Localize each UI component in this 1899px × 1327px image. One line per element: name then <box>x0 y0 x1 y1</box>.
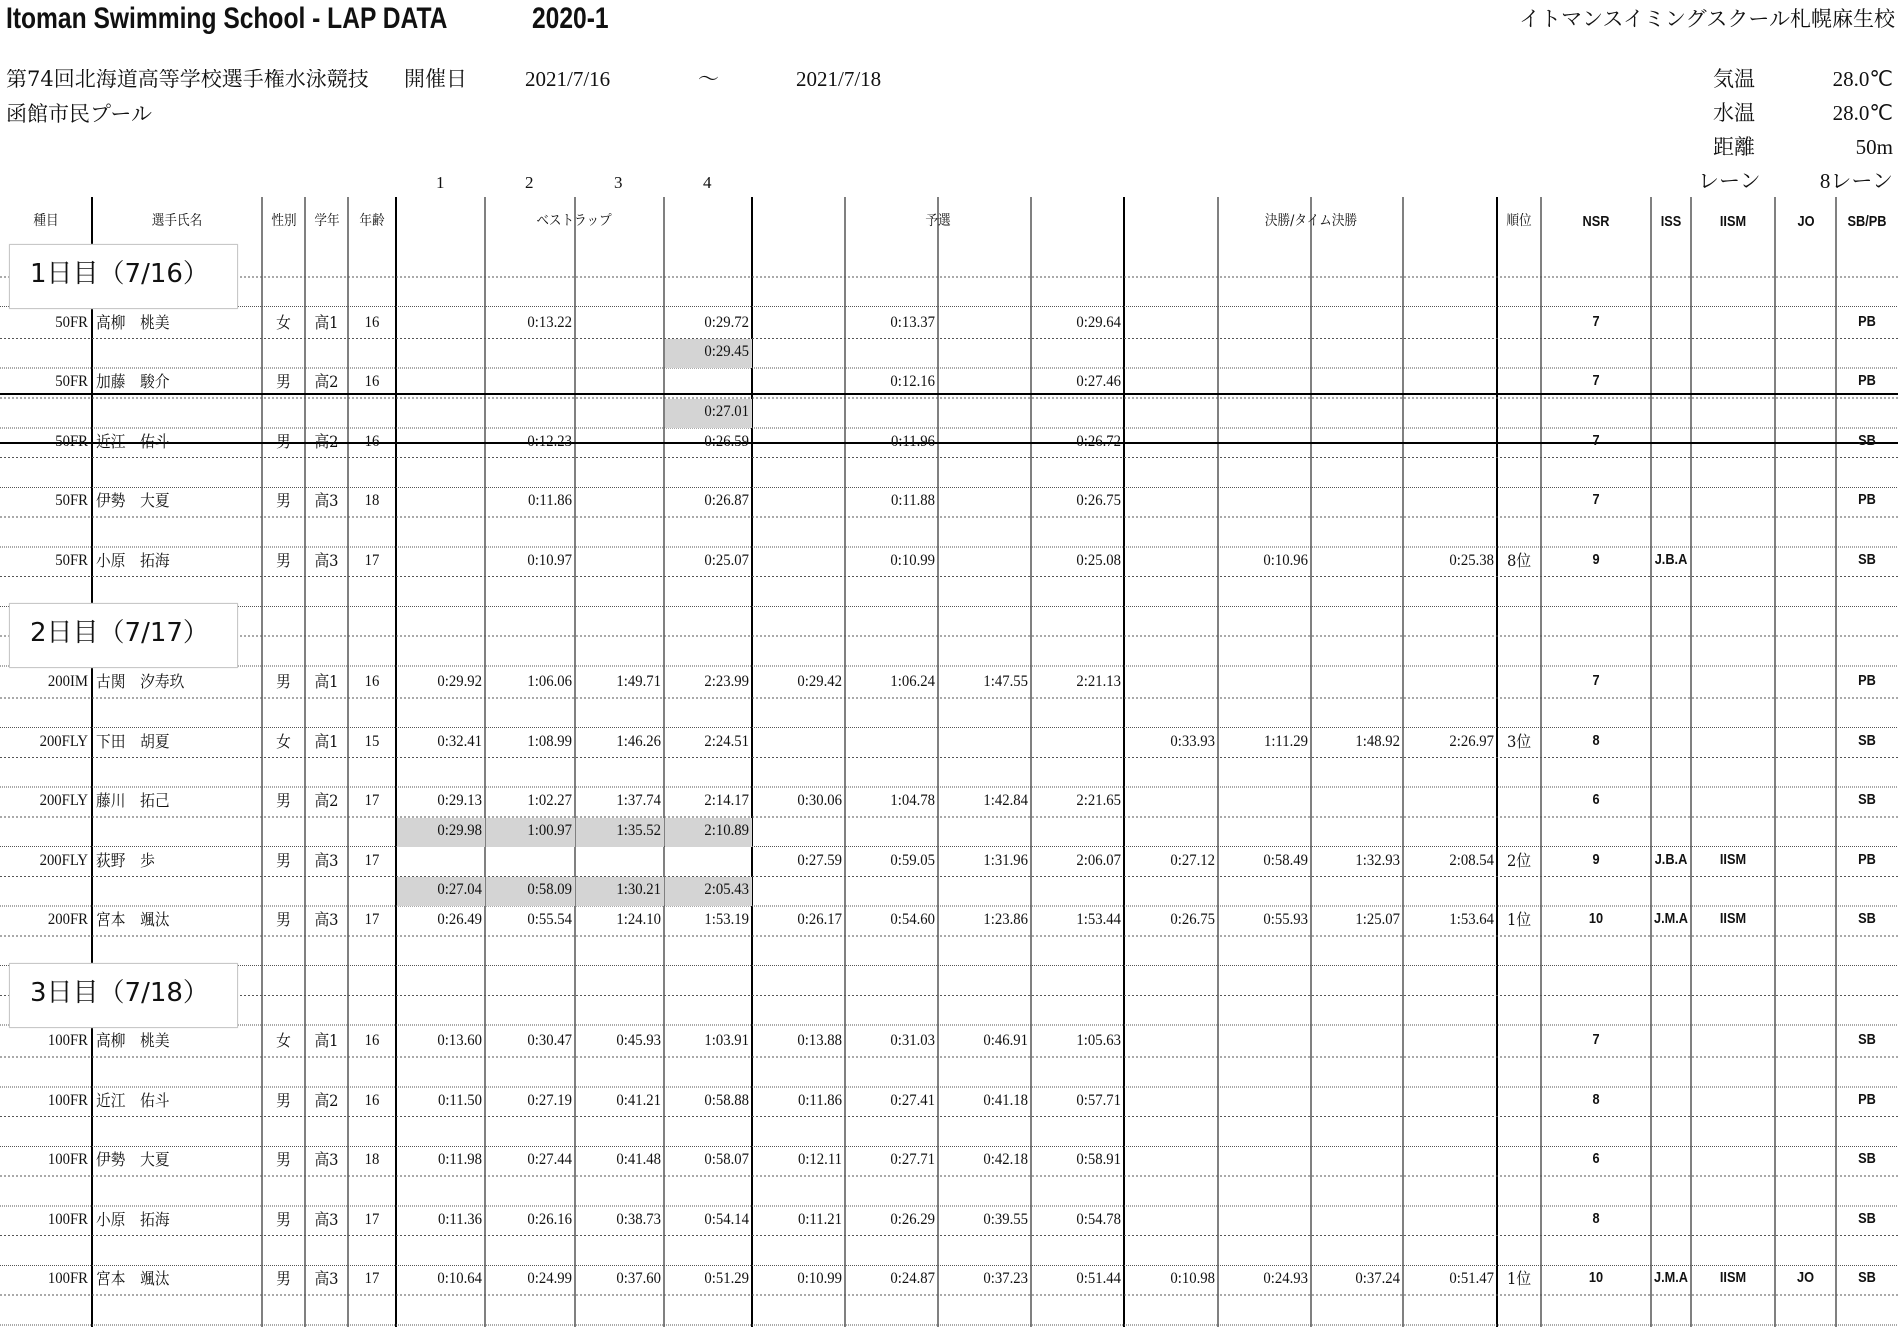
sbpb-cell: SB <box>1858 1150 1876 1168</box>
nsr-cell: 10 <box>1588 910 1604 928</box>
age-cell: 17 <box>364 551 380 569</box>
grade-cell: 高3 <box>314 1209 339 1229</box>
best-lap-time: 0:29.13 <box>437 792 482 810</box>
prelim-time: 1:42.84 <box>983 792 1028 810</box>
prelim-time: 0:42.18 <box>983 1151 1028 1169</box>
final-time: 0:27.12 <box>1170 851 1215 869</box>
best-lap-time: 1:37.74 <box>616 792 661 810</box>
athlete-name: 荻野 歩 <box>96 850 155 870</box>
col-header-prelim: 予選 <box>925 213 951 229</box>
event-cell: 100FR <box>47 1032 88 1050</box>
best-lap-time-alt: 1:30.21 <box>616 881 661 899</box>
event-cell: 50FR <box>55 432 88 450</box>
nsr-cell: 6 <box>1592 791 1600 809</box>
prelim-time: 0:11.88 <box>890 492 935 510</box>
prelim-time: 0:27.71 <box>890 1151 935 1169</box>
iss-cell: J.B.A <box>1654 550 1688 568</box>
condition-label: レーン <box>1698 169 1761 193</box>
age-cell: 16 <box>364 432 380 450</box>
athlete-name: 古関 汐寿玖 <box>96 672 185 692</box>
event-cell: 50FR <box>55 313 88 331</box>
col-header-age: 年齢 <box>359 213 385 229</box>
final-time: 2:08.54 <box>1449 851 1494 869</box>
best-lap-time-alt: 2:10.89 <box>704 821 749 839</box>
best-lap-time: 0:11.50 <box>437 1091 482 1109</box>
best-lap-time: 0:11.86 <box>527 492 572 510</box>
rank-cell: 2位 <box>1506 850 1532 870</box>
best-lap-time: 1:24.10 <box>616 911 661 929</box>
event-cell: 200IM <box>47 673 88 691</box>
sex-cell: 男 <box>276 1150 291 1170</box>
day-label-box <box>9 963 238 1028</box>
sbpb-cell: SB <box>1858 910 1876 928</box>
sex-cell: 男 <box>276 672 291 692</box>
grade-cell: 高1 <box>314 1031 339 1051</box>
sex-cell: 男 <box>276 1269 291 1289</box>
nsr-cell: 7 <box>1592 672 1600 690</box>
prelim-time: 0:54.60 <box>890 911 935 929</box>
final-time: 2:26.97 <box>1449 732 1494 750</box>
nsr-cell: 8 <box>1592 731 1600 749</box>
sbpb-cell: SB <box>1858 731 1876 749</box>
report-period: 2020-1 <box>532 2 609 35</box>
best-lap-time: 0:37.60 <box>616 1270 661 1288</box>
best-lap-time-alt: 0:27.01 <box>704 403 749 420</box>
prelim-time: 1:23.86 <box>983 911 1028 929</box>
athlete-name: 伊勢 大夏 <box>96 1150 170 1170</box>
col-header-event: 種目 <box>33 213 59 229</box>
col-header-iism: IISM <box>1719 213 1747 230</box>
best-lap-time: 0:58.88 <box>704 1091 749 1109</box>
col-header-name: 選手氏名 <box>151 213 203 229</box>
athlete-name: 小原 拓海 <box>96 550 170 570</box>
best-lap-time-alt: 0:29.45 <box>704 343 749 361</box>
report-header <box>0 0 1899 195</box>
report-title: Itoman Swimming School - LAP DATA <box>6 2 448 35</box>
event-cell: 100FR <box>47 1210 88 1228</box>
prelim-time: 1:47.55 <box>983 673 1028 691</box>
rank-cell: 1位 <box>1506 1269 1532 1289</box>
col-header-nsr: NSR <box>1582 213 1610 230</box>
prelim-time: 0:41.18 <box>983 1091 1028 1109</box>
best-lap-time: 0:11.98 <box>437 1151 482 1169</box>
nsr-cell: 8 <box>1592 1090 1600 1108</box>
grade-cell: 高1 <box>314 731 339 751</box>
prelim-time: 0:27.46 <box>1076 373 1121 391</box>
date-end: 2021/7/18 <box>796 67 882 91</box>
sex-cell: 女 <box>276 1031 291 1051</box>
day-label: 3日目（7/18） <box>30 977 209 1008</box>
final-time: 1:48.92 <box>1355 732 1400 750</box>
prelim-time: 0:12.11 <box>797 1151 842 1169</box>
prelim-time: 2:21.13 <box>1076 673 1121 691</box>
rank-cell: 3位 <box>1506 731 1532 751</box>
iism-cell: IISM <box>1719 1269 1747 1287</box>
best-lap-time: 0:29.92 <box>437 673 482 691</box>
sex-cell: 男 <box>276 372 291 392</box>
athlete-name: 近江 佑斗 <box>96 431 170 451</box>
sbpb-cell: SB <box>1858 1031 1876 1049</box>
best-lap-time: 0:38.73 <box>616 1210 661 1228</box>
prelim-time: 0:13.37 <box>890 313 935 331</box>
best-lap-time: 1:02.27 <box>527 792 572 810</box>
condition-value: 50m <box>1855 135 1893 159</box>
sbpb-cell: SB <box>1858 791 1876 809</box>
age-cell: 15 <box>364 732 380 750</box>
age-cell: 18 <box>364 492 380 510</box>
athlete-name: 高柳 桃美 <box>96 312 170 332</box>
prelim-time: 0:27.41 <box>890 1091 935 1109</box>
final-time: 0:33.93 <box>1170 732 1215 750</box>
condition-label: 水温 <box>1713 101 1755 125</box>
best-lap-time: 0:25.07 <box>704 551 749 569</box>
final-time: 0:24.93 <box>1263 1270 1308 1288</box>
best-lap-time: 2:24.51 <box>704 732 749 750</box>
col-header-rank: 順位 <box>1506 213 1532 229</box>
athlete-name: 近江 佑斗 <box>96 1090 170 1110</box>
iss-cell: J.M.A <box>1654 1269 1689 1287</box>
event-cell: 100FR <box>47 1151 88 1169</box>
final-time: 0:25.38 <box>1449 551 1494 569</box>
best-lap-time: 0:10.97 <box>527 551 572 569</box>
sbpb-cell: SB <box>1858 431 1876 449</box>
sbpb-cell: PB <box>1858 312 1876 330</box>
grade-cell: 高2 <box>314 791 339 811</box>
date-label: 開催日 <box>404 67 467 91</box>
sbpb-cell: SB <box>1858 1269 1876 1287</box>
prelim-time: 0:31.03 <box>890 1032 935 1050</box>
sbpb-cell: PB <box>1858 491 1876 509</box>
grade-cell: 高3 <box>314 850 339 870</box>
prelim-time: 0:58.91 <box>1076 1151 1121 1169</box>
best-lap-time: 0:58.07 <box>704 1151 749 1169</box>
sex-cell: 男 <box>276 791 291 811</box>
final-time: 1:32.93 <box>1355 851 1400 869</box>
best-lap-time: 0:10.64 <box>437 1270 482 1288</box>
grade-cell: 高3 <box>314 1269 339 1289</box>
best-lap-time: 0:26.49 <box>437 911 482 929</box>
best-lap-time: 0:41.21 <box>616 1091 661 1109</box>
event-cell: 200FR <box>47 911 88 929</box>
age-cell: 16 <box>364 673 380 691</box>
grade-cell: 高2 <box>314 372 339 392</box>
col-header-sbpb: SB/PB <box>1847 213 1887 230</box>
sex-cell: 女 <box>276 312 291 332</box>
sbpb-cell: SB <box>1858 1209 1876 1227</box>
best-lap-time-alt: 0:27.04 <box>437 881 482 899</box>
athlete-name: 伊勢 大夏 <box>96 491 170 511</box>
sex-cell: 男 <box>276 431 291 451</box>
jo-cell: JO <box>1796 1269 1814 1287</box>
venue: 函館市民プール <box>6 102 152 126</box>
sbpb-cell: SB <box>1858 550 1876 568</box>
prelim-time: 0:11.86 <box>797 1091 842 1109</box>
prelim-time: 0:26.17 <box>797 911 842 929</box>
best-lap-time: 1:53.19 <box>704 911 749 929</box>
final-time: 0:26.75 <box>1170 911 1215 929</box>
best-lap-time: 0:51.29 <box>704 1270 749 1288</box>
best-lap-time: 1:46.26 <box>616 732 661 750</box>
best-lap-time: 0:24.99 <box>527 1270 572 1288</box>
condition-value: 28.0℃ <box>1832 101 1893 125</box>
final-time: 0:58.49 <box>1263 851 1308 869</box>
event-cell: 200FLY <box>39 792 88 810</box>
col-header-final: 決勝/タイム決勝 <box>1264 213 1357 229</box>
condition-value: 28.0℃ <box>1832 67 1893 91</box>
best-lap-time: 1:49.71 <box>616 673 661 691</box>
day-label: 1日目（7/16） <box>30 259 209 289</box>
nsr-cell: 10 <box>1588 1269 1604 1287</box>
best-lap-time: 0:12.23 <box>527 432 572 450</box>
prelim-time: 0:25.08 <box>1076 551 1121 569</box>
prelim-time: 0:39.55 <box>983 1210 1028 1228</box>
iss-cell: J.B.A <box>1654 850 1688 868</box>
condition-label: 距離 <box>1713 135 1755 159</box>
prelim-time: 1:53.44 <box>1076 911 1121 929</box>
sex-cell: 男 <box>276 491 291 511</box>
age-cell: 17 <box>364 1270 380 1288</box>
prelim-time: 0:11.21 <box>797 1210 842 1228</box>
prelim-time: 0:51.44 <box>1076 1270 1121 1288</box>
nsr-cell: 9 <box>1592 550 1600 568</box>
sbpb-cell: PB <box>1858 1090 1876 1108</box>
athlete-name: 下田 胡夏 <box>96 731 170 751</box>
age-cell: 17 <box>364 792 380 810</box>
age-cell: 17 <box>364 911 380 929</box>
col-header-iss: ISS <box>1660 213 1682 230</box>
date-start: 2021/7/16 <box>525 67 611 91</box>
athlete-name: 高柳 桃美 <box>96 1031 170 1051</box>
best-lap-time: 0:55.54 <box>527 911 572 929</box>
nsr-cell: 9 <box>1592 850 1600 868</box>
prelim-time: 0:26.72 <box>1076 432 1121 450</box>
rank-cell: 1位 <box>1506 910 1532 930</box>
prelim-time: 2:21.65 <box>1076 792 1121 810</box>
day-label: 2日目（7/17） <box>30 618 209 649</box>
prelim-time: 0:11.96 <box>890 432 935 450</box>
best-lap-time: 1:08.99 <box>527 732 572 750</box>
best-lap-time: 0:26.16 <box>527 1210 572 1228</box>
final-time: 0:55.93 <box>1263 911 1308 929</box>
age-cell: 16 <box>364 313 380 331</box>
best-lap-time: 0:26.59 <box>704 432 749 450</box>
grade-cell: 高3 <box>314 910 339 930</box>
grade-cell: 高1 <box>314 312 339 332</box>
best-lap-time: 2:23.99 <box>704 673 749 691</box>
prelim-time: 0:26.75 <box>1076 492 1121 510</box>
athlete-name: 小原 拓海 <box>96 1209 170 1229</box>
best-lap-time: 1:06.06 <box>527 673 572 691</box>
col-header-best_lap: ベストラップ <box>536 213 612 229</box>
sbpb-cell: PB <box>1858 850 1876 868</box>
athlete-name: 宮本 颯汰 <box>96 910 170 930</box>
best-lap-time: 0:30.47 <box>527 1032 572 1050</box>
grade-cell: 高2 <box>314 1090 339 1110</box>
final-time: 1:53.64 <box>1449 911 1494 929</box>
best-lap-time: 0:45.93 <box>616 1032 661 1050</box>
final-time: 0:37.24 <box>1355 1270 1400 1288</box>
event-cell: 200FLY <box>39 851 88 869</box>
best-lap-time: 1:03.91 <box>704 1032 749 1050</box>
condition-value: 8レーン <box>1819 169 1893 193</box>
day-label-box <box>9 244 238 309</box>
iism-cell: IISM <box>1719 850 1747 868</box>
final-time: 0:51.47 <box>1449 1270 1494 1288</box>
prelim-time: 0:12.16 <box>890 373 935 391</box>
best-lap-time-alt: 0:58.09 <box>527 881 572 899</box>
grade-cell: 高1 <box>314 672 339 692</box>
meet-name: 第74回北海道高等学校選手権水泳競技 <box>6 69 369 90</box>
athlete-name: 藤川 拓己 <box>96 791 170 811</box>
nsr-cell: 8 <box>1592 1209 1600 1227</box>
best-lap-time: 2:14.17 <box>704 792 749 810</box>
lap-number: 3 <box>614 173 623 192</box>
prelim-time: 0:30.06 <box>797 792 842 810</box>
event-cell: 50FR <box>55 551 88 569</box>
prelim-time: 0:26.29 <box>890 1210 935 1228</box>
age-cell: 17 <box>364 1210 380 1228</box>
final-time: 1:11.29 <box>1263 732 1308 750</box>
sex-cell: 女 <box>276 731 291 751</box>
prelim-time: 0:27.59 <box>797 851 842 869</box>
best-lap-time-alt: 2:05.43 <box>704 881 749 899</box>
age-cell: 18 <box>364 1151 380 1169</box>
prelim-time: 0:29.42 <box>797 673 842 691</box>
lap-number: 1 <box>436 173 445 192</box>
col-header-grade: 学年 <box>313 213 340 229</box>
grade-cell: 高3 <box>314 1150 339 1170</box>
best-lap-time: 0:13.60 <box>437 1032 482 1050</box>
prelim-time: 0:29.64 <box>1076 313 1121 331</box>
event-cell: 50FR <box>55 373 88 391</box>
lap-number: 2 <box>525 173 534 192</box>
grade-cell: 高3 <box>314 491 339 511</box>
athlete-name: 宮本 颯汰 <box>96 1269 170 1289</box>
prelim-time: 0:57.71 <box>1076 1091 1121 1109</box>
sex-cell: 男 <box>276 550 291 570</box>
best-lap-time: 0:27.44 <box>527 1151 572 1169</box>
best-lap-time: 0:13.22 <box>527 313 572 331</box>
nsr-cell: 6 <box>1592 1150 1600 1168</box>
best-lap-time: 0:26.87 <box>704 492 749 510</box>
prelim-time: 0:13.88 <box>797 1032 842 1050</box>
rank-cell: 8位 <box>1506 550 1532 570</box>
best-lap-time-alt: 0:29.98 <box>437 821 482 839</box>
prelim-time: 0:10.99 <box>797 1270 842 1288</box>
age-cell: 16 <box>364 373 380 391</box>
grade-cell: 高3 <box>314 550 339 570</box>
final-time: 0:10.96 <box>1263 551 1308 569</box>
prelim-time: 1:04.78 <box>890 792 935 810</box>
condition-label: 気温 <box>1713 67 1755 91</box>
col-header-jo: JO <box>1796 213 1814 230</box>
event-cell: 50FR <box>55 492 88 510</box>
best-lap-time: 0:27.19 <box>527 1091 572 1109</box>
prelim-time: 2:06.07 <box>1076 851 1121 869</box>
event-cell: 100FR <box>47 1091 88 1109</box>
athlete-name: 加藤 駿介 <box>96 372 170 392</box>
prelim-time: 0:46.91 <box>983 1032 1028 1050</box>
date-separator: ～ <box>698 67 719 91</box>
event-cell: 200FLY <box>39 732 88 750</box>
sex-cell: 男 <box>276 850 291 870</box>
nsr-cell: 7 <box>1592 372 1600 390</box>
prelim-time: 0:37.23 <box>983 1270 1028 1288</box>
best-lap-time: 0:41.48 <box>616 1151 661 1169</box>
day-label-box <box>9 603 238 668</box>
prelim-time: 0:59.05 <box>890 851 935 869</box>
sbpb-cell: PB <box>1858 672 1876 690</box>
col-header-sex: 性別 <box>270 213 297 229</box>
prelim-time: 0:10.99 <box>890 551 935 569</box>
nsr-cell: 7 <box>1592 431 1600 449</box>
iism-cell: IISM <box>1719 910 1747 928</box>
nsr-cell: 7 <box>1592 312 1600 330</box>
sex-cell: 男 <box>276 910 291 930</box>
prelim-time: 0:54.78 <box>1076 1210 1121 1228</box>
final-time: 1:25.07 <box>1355 911 1400 929</box>
prelim-time: 0:24.87 <box>890 1270 935 1288</box>
sbpb-cell: PB <box>1858 372 1876 390</box>
best-lap-time: 0:32.41 <box>437 732 482 750</box>
prelim-time: 1:05.63 <box>1076 1032 1121 1050</box>
best-lap-time: 0:11.36 <box>437 1210 482 1228</box>
age-cell: 17 <box>364 851 380 869</box>
nsr-cell: 7 <box>1592 491 1600 509</box>
school-name: イトマンスイミングスクール札幌麻生校 <box>1519 7 1895 31</box>
prelim-time: 1:06.24 <box>890 673 935 691</box>
nsr-cell: 7 <box>1592 1031 1600 1049</box>
final-time: 0:10.98 <box>1170 1270 1215 1288</box>
prelim-time: 1:31.96 <box>983 851 1028 869</box>
grade-cell: 高2 <box>314 431 339 451</box>
best-lap-time-alt: 1:35.52 <box>616 821 661 839</box>
age-cell: 16 <box>364 1032 380 1050</box>
best-lap-time: 0:29.72 <box>704 313 749 331</box>
best-lap-time: 0:54.14 <box>704 1210 749 1228</box>
sex-cell: 男 <box>276 1209 291 1229</box>
best-lap-time-alt: 1:00.97 <box>527 821 572 839</box>
event-cell: 100FR <box>47 1270 88 1288</box>
age-cell: 16 <box>364 1091 380 1109</box>
lap-number: 4 <box>703 173 712 192</box>
iss-cell: J.M.A <box>1654 910 1689 928</box>
sex-cell: 男 <box>276 1090 291 1110</box>
